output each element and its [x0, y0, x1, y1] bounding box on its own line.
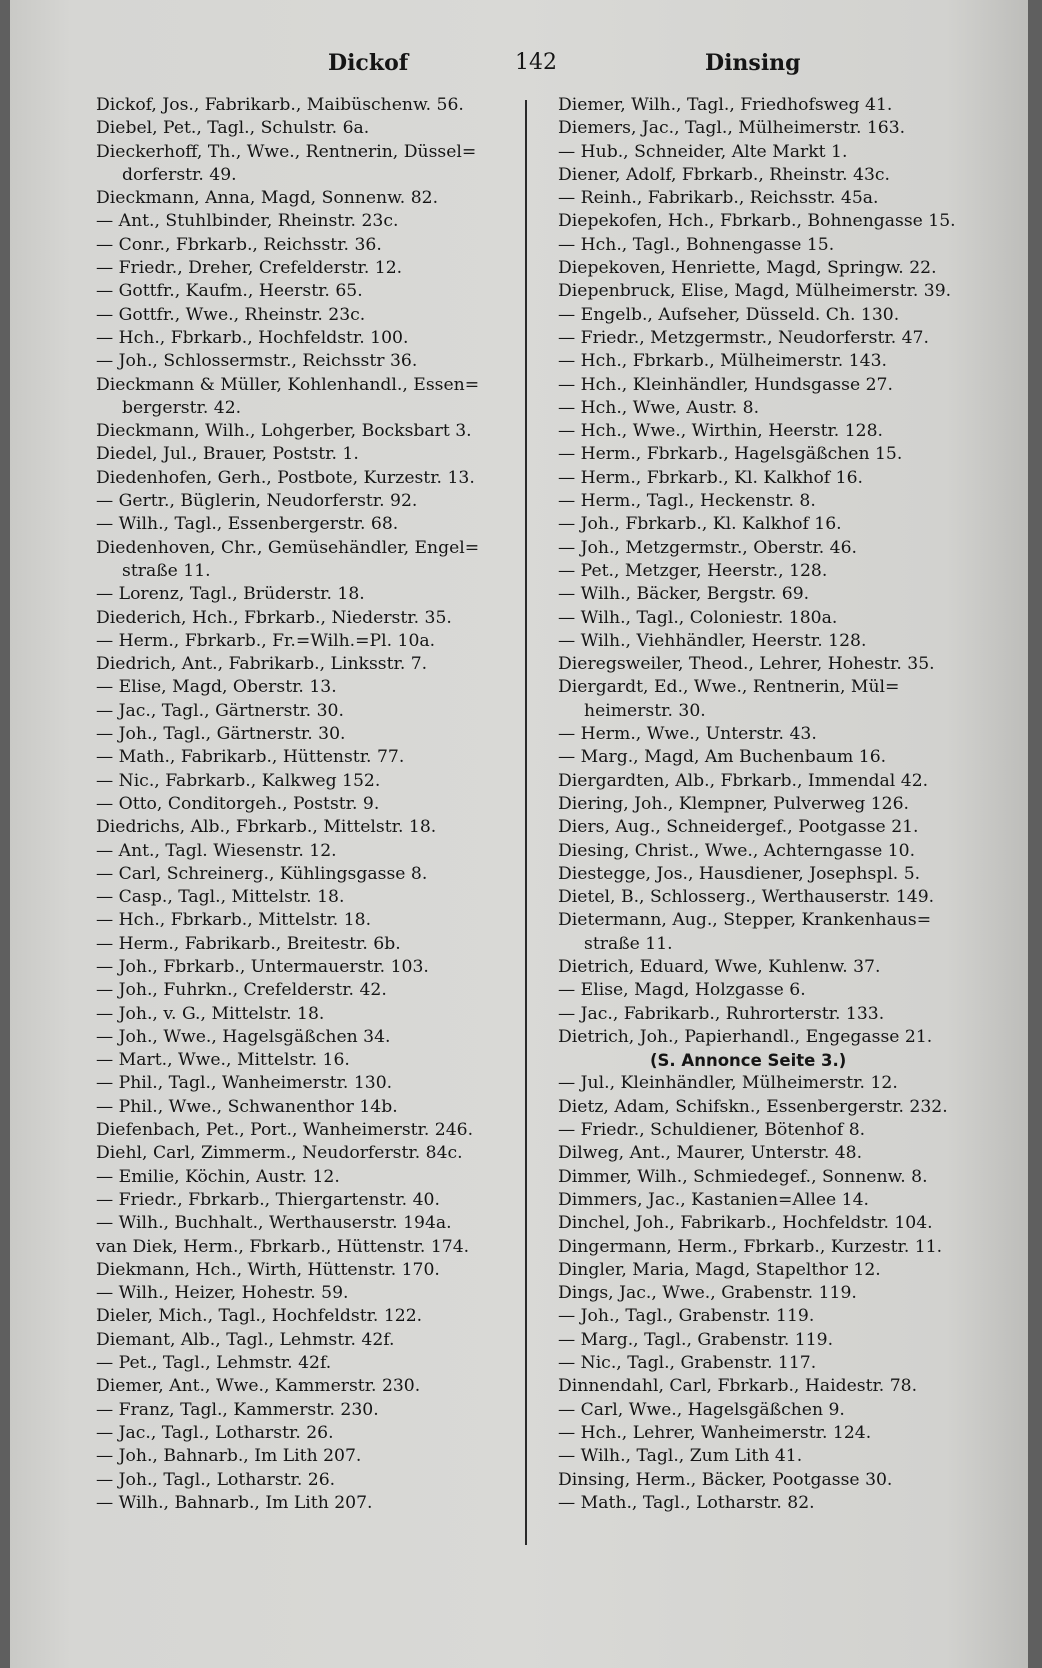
directory-entry: — Gottfr., Kaufm., Heerstr. 65.	[96, 281, 363, 302]
directory-entry: Diepekofen, Hch., Fbrkarb., Bohnengasse 15.	[558, 211, 956, 232]
directory-entry: Dimmers, Jac., Kastanien=Allee 14.	[558, 1189, 869, 1210]
directory-entry: Dimmer, Wilh., Schmiedegef., Sonnenw. 8.	[558, 1166, 928, 1187]
directory-entry: — Marg., Tagl., Grabenstr. 119.	[558, 1329, 834, 1350]
directory-entry: — Mart., Wwe., Mittelstr. 16.	[96, 1050, 350, 1071]
directory-entry: — Wilh., Bahnarb., Im Lith 207.	[96, 1492, 373, 1513]
directory-entry: Diemer, Wilh., Tagl., Friedhofsweg 41.	[558, 95, 893, 115]
directory-entry: — Gertr., Büglerin, Neudorferstr. 92.	[96, 491, 418, 512]
directory-entry: Diener, Adolf, Fbrkarb., Rheinstr. 43c.	[558, 164, 890, 185]
directory-entry: Diesing, Christ., Wwe., Achterngasse 10.	[558, 840, 916, 861]
directory-entry: — Ant., Tagl. Wiesenstr. 12.	[96, 840, 337, 861]
directory-entry: Dietz, Adam, Schifskn., Essenbergerstr. 232.	[558, 1096, 948, 1117]
directory-entry: — Herm., Fabrikarb., Breitestr. 6b.	[96, 933, 401, 954]
directory-entry: — Hch., Lehrer, Wanheimerstr. 124.	[558, 1422, 872, 1443]
directory-entry: Dietermann, Aug., Stepper, Krankenhaus=	[558, 910, 932, 931]
directory-entry: straße 11.	[584, 933, 673, 954]
directory-entry: — Nic., Fabrkarb., Kalkweg 152.	[96, 770, 381, 791]
directory-entry: — Hch., Tagl., Bohnengasse 15.	[558, 234, 835, 255]
advertisement-notice: (S. Annonce Seite 3.)	[650, 1051, 847, 1071]
directory-entry: Diergardt, Ed., Wwe., Rentnerin, Mül=	[558, 677, 900, 698]
directory-entry: — Jac., Tagl., Gärtnerstr. 30.	[96, 700, 344, 721]
directory-entry: — Herm., Fbrkarb., Fr.=Wilh.=Pl. 10a.	[96, 630, 436, 651]
directory-entry: Diering, Joh., Klempner, Pulverweg 126.	[558, 793, 910, 814]
directory-entry: — Jac., Fabrikarb., Ruhrorterstr. 133.	[558, 1003, 885, 1024]
directory-entry: — Math., Fabrikarb., Hüttenstr. 77.	[96, 747, 405, 768]
directory-entry: Dieckmann, Wilh., Lohgerber, Bocksbart 3.	[96, 421, 472, 442]
directory-entry: — Emilie, Köchin, Austr. 12.	[96, 1166, 340, 1187]
directory-entry: — Nic., Tagl., Grabenstr. 117.	[558, 1353, 817, 1374]
directory-entry: — Conr., Fbrkarb., Reichsstr. 36.	[96, 234, 382, 255]
directory-entry: — Wilh., Bäcker, Bergstr. 69.	[558, 584, 810, 605]
directory-entry: Diedenhofen, Gerh., Postbote, Kurzestr. 13.	[96, 467, 475, 488]
directory-entry: — Ant., Stuhlbinder, Rheinstr. 23c.	[96, 211, 399, 232]
directory-entry: — Hch., Fbrkarb., Mittelstr. 18.	[96, 910, 372, 931]
directory-entry: Dilweg, Ant., Maurer, Unterstr. 48.	[558, 1143, 863, 1164]
directory-entry: Dietrich, Joh., Papierhandl., Engegasse 21.	[558, 1026, 933, 1047]
directory-entry: — Wilh., Viehhändler, Heerstr. 128.	[558, 630, 867, 651]
directory-entry: — Elise, Magd, Oberstr. 13.	[96, 677, 337, 698]
directory-entry: — Pet., Tagl., Lehmstr. 42f.	[96, 1353, 332, 1374]
directory-entry: Diedrichs, Alb., Fbrkarb., Mittelstr. 18.	[96, 817, 437, 838]
directory-entry: — Herm., Fbrkarb., Kl. Kalkhof 16.	[558, 467, 863, 488]
directory-entry: heimerstr. 30.	[584, 700, 706, 721]
directory-page	[10, 0, 1028, 1668]
page-header	[10, 50, 1028, 80]
directory-entry: — Joh., Bahnarb., Im Lith 207.	[96, 1446, 362, 1467]
directory-entry: — Hch., Wwe., Wirthin, Heerstr. 128.	[558, 421, 884, 442]
header-right-keyword: Dinsing	[705, 50, 801, 76]
directory-entry: Dingler, Maria, Magd, Stapelthor 12.	[558, 1259, 881, 1280]
directory-entry: Dickof, Jos., Fabrikarb., Maibüschenw. 56.	[96, 95, 464, 115]
directory-entry: — Lorenz, Tagl., Brüderstr. 18.	[96, 584, 365, 605]
directory-entry: Diers, Aug., Schneidergef., Pootgasse 21.	[558, 817, 919, 838]
directory-entry: — Jul., Kleinhändler, Mülheimerstr. 12.	[558, 1073, 898, 1094]
directory-entry: — Hch., Fbrkarb., Hochfeldstr. 100.	[96, 327, 409, 348]
directory-entry: — Hch., Fbrkarb., Mülheimerstr. 143.	[558, 351, 887, 372]
directory-entry: — Phil., Tagl., Wanheimerstr. 130.	[96, 1073, 393, 1094]
directory-entry: Dingermann, Herm., Fbrkarb., Kurzestr. 11.	[558, 1236, 943, 1257]
directory-entry: — Herm., Tagl., Heckenstr. 8.	[558, 491, 816, 512]
directory-entry: — Friedr., Schuldiener, Bötenhof 8.	[558, 1120, 866, 1141]
directory-entry: — Engelb., Aufseher, Düsseld. Ch. 130.	[558, 304, 900, 325]
directory-entry: Diedel, Jul., Brauer, Poststr. 1.	[96, 444, 359, 465]
directory-entry: Dieckmann & Müller, Kohlenhandl., Essen=	[96, 374, 480, 395]
directory-entry: — Carl, Schreinerg., Kühlingsgasse 8.	[96, 863, 428, 884]
directory-entry: — Joh., Tagl., Lotharstr. 26.	[96, 1469, 336, 1490]
directory-entry: — Joh., Fbrkarb., Kl. Kalkhof 16.	[558, 514, 842, 535]
directory-entry: Diepenbruck, Elise, Magd, Mülheimerstr. 39.	[558, 281, 952, 302]
directory-entry: — Phil., Wwe., Schwanenthor 14b.	[96, 1096, 398, 1117]
directory-entry: Dieler, Mich., Tagl., Hochfeldstr. 122.	[96, 1306, 423, 1327]
page-number: 142	[515, 50, 557, 75]
directory-entry: Diemant, Alb., Tagl., Lehmstr. 42f.	[96, 1329, 395, 1350]
directory-entry: — Herm., Wwe., Unterstr. 43.	[558, 724, 817, 745]
directory-entry: — Joh., Tagl., Gärtnerstr. 30.	[96, 724, 346, 745]
directory-entry: — Friedr., Dreher, Crefelderstr. 12.	[96, 258, 403, 279]
directory-entry: Diepekoven, Henriette, Magd, Springw. 22.	[558, 258, 937, 279]
directory-entry: — Math., Tagl., Lotharstr. 82.	[558, 1492, 815, 1513]
right-column	[558, 94, 1003, 1515]
directory-entry: Dieckerhoff, Th., Wwe., Rentnerin, Düssel=	[96, 141, 477, 162]
directory-entry: — Casp., Tagl., Mittelstr. 18.	[96, 887, 345, 908]
directory-entry: Dietrich, Eduard, Wwe, Kuhlenw. 37.	[558, 956, 881, 977]
directory-entry: — Herm., Fbrkarb., Hagelsgäßchen 15.	[558, 444, 903, 465]
directory-entry: bergerstr. 42.	[122, 397, 242, 418]
directory-entry: Diebel, Pet., Tagl., Schulstr. 6a.	[96, 118, 370, 139]
directory-entry: straße 11.	[122, 560, 211, 581]
directory-entry: — Friedr., Metzgermstr., Neudorferstr. 47.	[558, 327, 929, 348]
directory-entry: — Joh., Fuhrkn., Crefelderstr. 42.	[96, 980, 387, 1001]
directory-entry: — Gottfr., Wwe., Rheinstr. 23c.	[96, 304, 366, 325]
directory-entry: Dinnendahl, Carl, Fbrkarb., Haidestr. 78.	[558, 1376, 918, 1397]
directory-entry: — Elise, Magd, Holzgasse 6.	[558, 980, 806, 1001]
directory-entry: — Joh., Schlossermstr., Reichsstr 36.	[96, 351, 418, 372]
directory-entry: Diefenbach, Pet., Port., Wanheimerstr. 246.	[96, 1120, 474, 1141]
directory-entry: Diehl, Carl, Zimmerm., Neudorferstr. 84c.	[96, 1143, 463, 1164]
directory-entry: Diemer, Ant., Wwe., Kammerstr. 230.	[96, 1376, 421, 1397]
directory-entry: Dieregsweiler, Theod., Lehrer, Hohestr. 35.	[558, 654, 935, 675]
directory-entry: — Wilh., Tagl., Zum Lith 41.	[558, 1446, 803, 1467]
directory-entry: Dietel, B., Schlosserg., Werthauserstr. 149.	[558, 887, 935, 908]
directory-entry: Diederich, Hch., Fbrkarb., Niederstr. 35.	[96, 607, 452, 628]
directory-entry: — Hub., Schneider, Alte Markt 1.	[558, 141, 848, 162]
directory-entry: — Reinh., Fabrikarb., Reichsstr. 45a.	[558, 188, 879, 209]
directory-entry: — Hch., Wwe, Austr. 8.	[558, 397, 760, 418]
directory-entry: — Marg., Magd, Am Buchenbaum 16.	[558, 747, 887, 768]
directory-entry: Diemers, Jac., Tagl., Mülheimerstr. 163.	[558, 118, 906, 139]
directory-entry: Diekmann, Hch., Wirth, Hüttenstr. 170.	[96, 1259, 440, 1280]
directory-entry: Dinchel, Joh., Fabrikarb., Hochfeldstr. 104.	[558, 1213, 933, 1234]
directory-entry: — Wilh., Heizer, Hohestr. 59.	[96, 1283, 349, 1304]
directory-entry: — Carl, Wwe., Hagelsgäßchen 9.	[558, 1399, 845, 1420]
left-column	[96, 94, 526, 1515]
directory-entry: Diergardten, Alb., Fbrkarb., Immendal 42.	[558, 770, 929, 791]
directory-entry: — Pet., Metzger, Heerstr., 128.	[558, 560, 828, 581]
directory-entry: Diedrich, Ant., Fabrikarb., Linksstr. 7.	[96, 654, 428, 675]
directory-entry: — Joh., v. G., Mittelstr. 18.	[96, 1003, 325, 1024]
directory-entry: van Diek, Herm., Fbrkarb., Hüttenstr. 174.	[96, 1236, 470, 1257]
directory-entry: Diedenhoven, Chr., Gemüsehändler, Engel=	[96, 537, 480, 558]
directory-entry: — Friedr., Fbrkarb., Thiergartenstr. 40.	[96, 1189, 440, 1210]
directory-entry: — Jac., Tagl., Lotharstr. 26.	[96, 1422, 334, 1443]
column-divider	[525, 100, 527, 1545]
directory-entry: — Joh., Tagl., Grabenstr. 119.	[558, 1306, 815, 1327]
header-left-keyword: Dickof	[328, 50, 409, 76]
directory-entry: — Hch., Kleinhändler, Hundsgasse 27.	[558, 374, 893, 395]
directory-entry: — Wilh., Tagl., Coloniestr. 180a.	[558, 607, 838, 628]
directory-entry: Dieckmann, Anna, Magd, Sonnenw. 82.	[96, 188, 439, 209]
directory-entry: dorferstr. 49.	[122, 164, 237, 185]
directory-entry: — Wilh., Buchhalt., Werthauserstr. 194a.	[96, 1213, 452, 1234]
directory-entry: — Joh., Metzgermstr., Oberstr. 46.	[558, 537, 858, 558]
directory-entry: — Wilh., Tagl., Essenbergerstr. 68.	[96, 514, 399, 535]
directory-entry: — Joh., Fbrkarb., Untermauerstr. 103.	[96, 956, 429, 977]
directory-entry: Dings, Jac., Wwe., Grabenstr. 119.	[558, 1283, 857, 1304]
directory-entry: Dinsing, Herm., Bäcker, Pootgasse 30.	[558, 1469, 893, 1490]
directory-entry: — Otto, Conditorgeh., Poststr. 9.	[96, 793, 380, 814]
directory-entry: — Franz, Tagl., Kammerstr. 230.	[96, 1399, 379, 1420]
directory-entry: Diestegge, Jos., Hausdiener, Josephspl. 5.	[558, 863, 921, 884]
directory-entry: — Joh., Wwe., Hagelsgäßchen 34.	[96, 1026, 391, 1047]
